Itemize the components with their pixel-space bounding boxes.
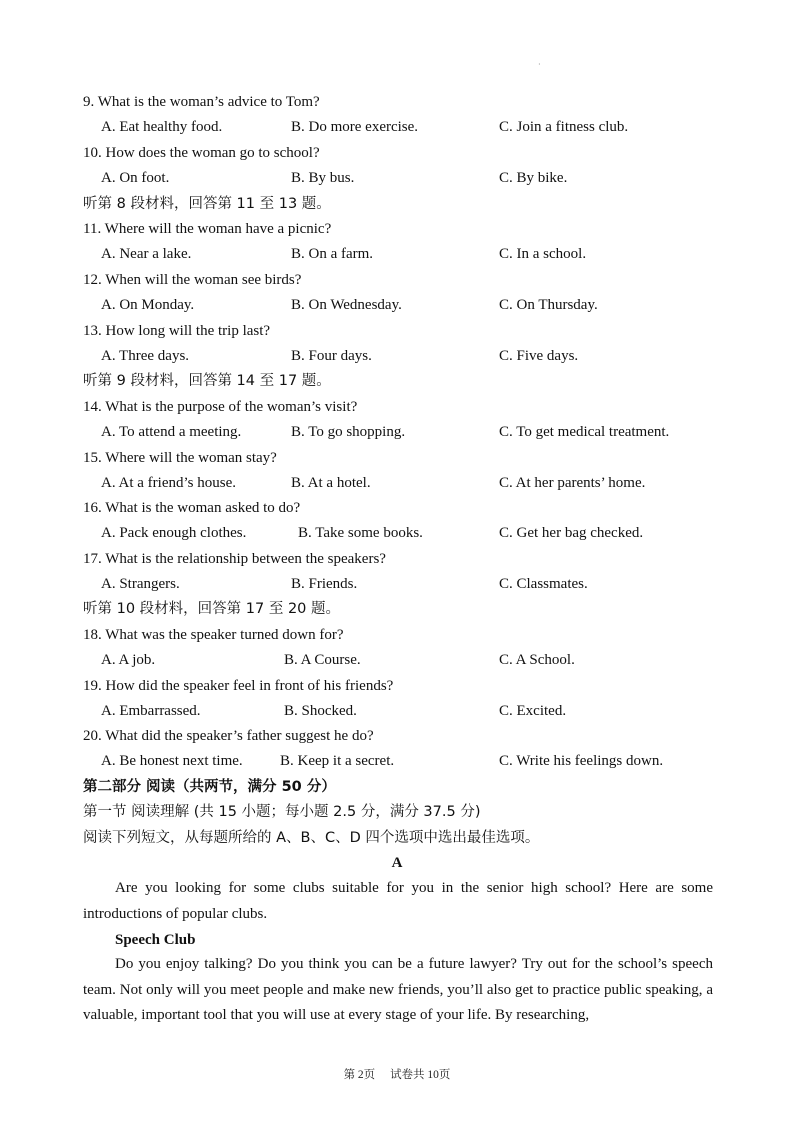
q16-option-c: C. Get her bag checked. [499,525,644,541]
q10-option-a: A. On foot. [101,170,170,186]
page-number: 第 2页 [343,1069,376,1081]
q15-option-a: A. At a friend’s house. [101,475,236,491]
q13-option-b: B. Four days. [291,348,372,364]
q13-option-c: C. Five days. [499,348,579,364]
scan-mark: · [538,60,541,69]
reading-directions: 阅读下列短文，从每题所给的 A、B、C、D 四个选项中选出最佳选项。 [83,830,540,846]
q9-option-a: A. Eat healthy food. [101,119,223,135]
question-18: 18. What was the speaker turned down for? [83,627,344,643]
question-16: 16. What is the woman asked to do? [83,500,301,516]
passage-label: A [391,855,403,871]
question-17: 17. What is the relationship between the speakers? [83,551,386,567]
q16-option-a: A. Pack enough clothes. [101,525,247,541]
q15-option-c: C. At her parents’ home. [499,475,646,491]
q12-option-c: C. On Thursday. [499,297,598,313]
segment-9-instruction: 听第 9 段材料，回答第 14 至 17 题。 [83,373,331,389]
q13-option-a: A. Three days. [101,348,190,364]
q11-option-c: C. In a school. [499,246,587,262]
q9-option-c: C. Join a fitness club. [499,119,629,135]
page-footer [0,1066,794,1082]
question-13: 13. How long will the trip last? [83,323,271,339]
q14-option-b: B. To go shopping. [291,424,406,440]
segment-8-instruction: 听第 8 段材料，回答第 11 至 13 题。 [83,196,331,212]
question-14: 14. What is the purpose of the woman’s visit? [83,399,358,415]
question-10: 10. How does the woman go to school? [83,145,320,161]
question-19: 19. How did the speaker feel in front of his friends? [83,678,394,694]
q14-option-a: A. To attend a meeting. [101,424,242,440]
q19-option-c: C. Excited. [499,703,567,719]
q18-option-a: A. A job. [101,652,156,668]
q11-option-b: B. On a farm. [291,246,374,262]
club-heading: Speech Club [115,932,196,948]
question-12: 12. When will the woman see birds? [83,272,302,288]
q12-option-a: A. On Monday. [101,297,195,313]
question-11: 11. Where will the woman have a picnic? [83,221,332,237]
q11-option-a: A. Near a lake. [101,246,192,262]
q17-option-c: C. Classmates. [499,576,588,592]
q19-option-b: B. Shocked. [284,703,357,719]
q12-option-b: B. On Wednesday. [291,297,402,313]
segment-10-instruction: 听第 10 段材料，回答第 17 至 20 题。 [83,601,341,617]
q10-option-c: C. By bike. [499,170,568,186]
q16-option-b: B. Take some books. [298,525,423,541]
q10-option-b: B. By bus. [291,170,355,186]
question-9: 9. What is the woman’s advice to Tom? [83,94,320,110]
q19-option-a: A. Embarrassed. [101,703,201,719]
question-15: 15. Where will the woman stay? [83,450,277,466]
q20-option-a: A. Be honest next time. [101,753,243,769]
q17-option-b: B. Friends. [291,576,358,592]
part2-title: 第二部分 阅读（共两节，满分 50 分） [83,779,336,795]
q18-option-c: C. A School. [499,652,575,668]
q15-option-b: B. At a hotel. [291,475,371,491]
total-pages: 试卷共 10页 [390,1069,451,1081]
passage-intro: Are you looking for some clubs suitable for you in the senior high school? Here are some introductions of popular clubs. [83,880,713,922]
q18-option-b: B. A Course. [284,652,361,668]
q14-option-c: C. To get medical treatment. [499,424,670,440]
club-description: Do you enjoy talking? Do you think you can be a future lawyer? Try out for the school’s speech team. Not only will you meet people and make new friends, you’ll also get to practice public speaking, a valuable, important tool that you will use at every stage of your life. By researching, [83,956,713,1023]
q20-option-b: B. Keep it a secret. [280,753,395,769]
question-20: 20. What did the speaker’s father suggest he do? [83,728,374,744]
q20-option-c: C. Write his feelings down. [499,753,664,769]
q9-option-b: B. Do more exercise. [291,119,419,135]
q17-option-a: A. Strangers. [101,576,180,592]
section1-title: 第一节 阅读理解 (共 15 小题；每小题 2.5 分，满分 37.5 分) [83,804,481,820]
